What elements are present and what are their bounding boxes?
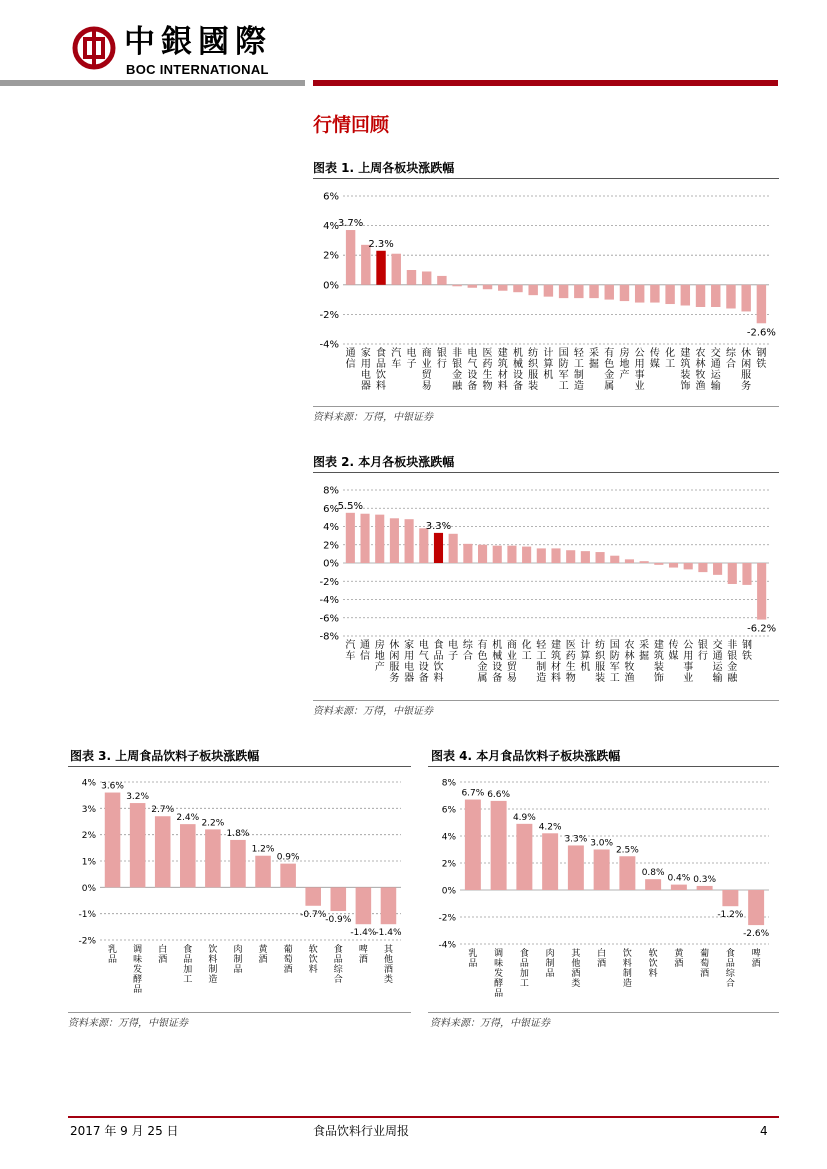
y-tick-label: 8% <box>323 485 339 497</box>
bar <box>392 254 401 285</box>
x-tick-label: 采掘 <box>639 640 650 662</box>
bar <box>493 546 502 563</box>
data-label: 0.8% <box>641 868 665 879</box>
bar <box>331 887 347 911</box>
bar <box>376 251 385 285</box>
bar <box>757 285 766 323</box>
x-tick-label: 有色金属 <box>477 640 488 684</box>
x-tick-label: 交通运输 <box>710 348 721 392</box>
bar <box>180 824 196 887</box>
bar <box>407 270 416 285</box>
y-tick-label: -4% <box>319 339 339 351</box>
bar <box>422 271 431 284</box>
footer-date: 2017 年 9 月 25 日 <box>70 1124 179 1138</box>
x-tick-label: 商业贸易 <box>421 348 432 392</box>
x-tick-label: 调味发酵品 <box>133 945 143 995</box>
bar <box>620 285 629 301</box>
x-tick-label: 软饮料 <box>308 945 318 975</box>
bar <box>610 556 619 563</box>
bar <box>605 285 614 300</box>
figure-1-source-rule <box>313 406 779 407</box>
data-label: 1.8% <box>226 828 250 839</box>
x-tick-label: 机械设备 <box>512 348 523 392</box>
x-tick-label: 建筑材料 <box>497 348 508 392</box>
header-divider-gray <box>0 80 305 86</box>
x-tick-label: 乳品 <box>108 945 118 965</box>
y-tick-label: 2% <box>441 859 456 870</box>
bar <box>130 803 146 887</box>
bar <box>697 886 713 890</box>
bar <box>544 285 553 297</box>
bar <box>463 544 472 563</box>
bar <box>405 519 414 563</box>
bar <box>574 285 583 298</box>
x-tick-label: 乳品 <box>468 949 478 969</box>
y-tick-label: -1% <box>78 910 96 921</box>
y-tick-label: -2% <box>78 936 96 947</box>
x-tick-label: 汽车 <box>391 348 402 370</box>
bar <box>542 833 558 890</box>
bar <box>596 552 605 563</box>
bar <box>741 285 750 312</box>
x-tick-label: 纺织服装 <box>528 348 539 392</box>
x-tick-label: 食品饮料 <box>376 348 387 392</box>
y-tick-label: -8% <box>319 631 339 643</box>
x-tick-label: 白酒 <box>597 949 607 969</box>
x-tick-label: 休闲服务 <box>741 348 752 392</box>
figure-3-title: 图表 3. 上周食品饮料子板块涨跌幅 <box>70 749 260 763</box>
y-tick-label: 1% <box>81 857 96 868</box>
x-tick-label: 计算机 <box>543 348 554 381</box>
x-tick-label: 葡萄酒 <box>283 945 293 975</box>
figure-4-source: 资料来源：万得，中银证券 <box>430 1018 550 1029</box>
x-tick-label: 综合 <box>462 640 473 662</box>
x-tick-label: 电子 <box>448 640 459 662</box>
x-tick-label: 食品综合 <box>725 949 735 989</box>
bar <box>698 563 707 572</box>
x-tick-label: 公用事业 <box>634 348 645 392</box>
bar <box>105 793 121 888</box>
data-label: 3.7% <box>337 218 364 230</box>
x-tick-label: 通信 <box>345 348 356 370</box>
x-tick-label: 银行 <box>697 640 708 662</box>
bar <box>434 533 443 563</box>
bar <box>650 285 659 303</box>
bar <box>537 548 546 563</box>
chart-2 <box>313 474 779 700</box>
data-label: 2.2% <box>201 818 225 829</box>
x-tick-label: 建筑材料 <box>551 640 561 684</box>
x-tick-label: 啤酒 <box>751 949 761 969</box>
figure-1-rule <box>313 178 779 179</box>
data-label: 0.3% <box>693 874 717 885</box>
data-label: -0.9% <box>325 915 352 926</box>
x-tick-label: 化工 <box>521 640 532 662</box>
y-tick-label: 4% <box>81 778 96 789</box>
footer-rule <box>68 1116 779 1118</box>
data-label: -0.7% <box>300 909 327 920</box>
x-tick-label: 食品综合 <box>333 945 343 985</box>
data-label: 3.0% <box>590 838 614 849</box>
bar <box>498 285 507 291</box>
bar <box>669 563 678 568</box>
x-tick-label: 国防军工 <box>609 640 620 684</box>
data-label: -1.4% <box>375 928 402 939</box>
x-tick-label: 国防军工 <box>558 348 569 392</box>
data-label: 2.7% <box>151 805 175 816</box>
section-title: 行情回顾 <box>313 114 390 136</box>
bar <box>346 230 355 285</box>
data-label: 2.3% <box>368 238 394 250</box>
bar <box>452 285 461 286</box>
y-tick-label: 2% <box>81 831 96 842</box>
x-tick-label: 纺织服装 <box>595 640 606 684</box>
x-tick-label: 医药生物 <box>482 348 493 392</box>
bar <box>635 285 644 303</box>
y-tick-label: 8% <box>441 778 456 789</box>
data-label: -6.2% <box>747 623 777 635</box>
bar <box>449 534 458 563</box>
x-tick-label: 农林牧渔 <box>624 640 635 684</box>
x-tick-label: 非银金融 <box>452 348 463 392</box>
bar <box>346 513 355 563</box>
bar <box>684 563 693 569</box>
bar <box>589 285 598 298</box>
x-tick-label: 调味发酵品 <box>494 949 504 999</box>
x-tick-label: 家用电器 <box>404 640 415 684</box>
x-tick-label: 房地产 <box>374 640 385 673</box>
bar <box>757 563 766 620</box>
bar <box>280 864 296 888</box>
x-tick-label: 银行 <box>436 348 447 370</box>
bar <box>728 563 737 584</box>
data-label: 5.5% <box>337 500 364 512</box>
figure-2-title: 图表 2. 本月各板块涨跌幅 <box>313 455 455 469</box>
bar <box>513 285 522 292</box>
x-tick-label: 化工 <box>665 348 676 370</box>
x-tick-label: 有色金属 <box>604 348 615 392</box>
bar <box>696 285 705 307</box>
bar <box>478 545 487 563</box>
bar <box>528 285 537 295</box>
x-tick-label: 其他酒类 <box>383 945 393 985</box>
y-tick-label: 4% <box>323 522 339 533</box>
y-tick-label: 0% <box>441 886 456 897</box>
bar <box>566 550 575 563</box>
x-tick-label: 休闲服务 <box>389 640 400 684</box>
x-tick-label: 食品饮料 <box>433 640 444 684</box>
x-tick-label: 食品加工 <box>519 949 529 989</box>
x-tick-label: 电子 <box>406 348 417 370</box>
bar <box>619 856 635 890</box>
bar <box>468 285 477 288</box>
bar <box>255 856 271 888</box>
bar <box>381 887 397 924</box>
x-tick-label: 商业贸易 <box>506 640 517 684</box>
bar <box>390 518 399 563</box>
y-tick-label: -6% <box>319 613 339 625</box>
x-tick-label: 房地产 <box>619 348 630 381</box>
brand-name-cn: 中銀國際 <box>124 24 272 60</box>
bar <box>581 551 590 563</box>
x-tick-label: 钢铁 <box>756 348 767 370</box>
data-label: 3.6% <box>101 781 124 792</box>
x-tick-label: 家用电器 <box>360 348 371 392</box>
figure-3-source-rule <box>68 1012 411 1013</box>
x-tick-label: 钢铁 <box>741 640 752 662</box>
data-label: 4.2% <box>538 822 562 833</box>
x-tick-label: 饮料制造 <box>208 945 218 985</box>
x-tick-label: 电气设备 <box>467 348 478 392</box>
bar <box>713 563 722 575</box>
bar <box>551 548 560 563</box>
x-tick-label: 电气设备 <box>418 640 429 684</box>
data-label: 3.3% <box>425 520 452 532</box>
y-tick-label: 0% <box>323 558 339 570</box>
boc-logo-icon <box>72 26 116 70</box>
x-tick-label: 通信 <box>360 640 371 662</box>
figure-4-title: 图表 4. 本月食品饮料子板块涨跌幅 <box>431 749 621 763</box>
footer-page-number: 4 <box>760 1124 768 1138</box>
x-tick-label: 机械设备 <box>492 640 503 684</box>
x-tick-label: 肉制品 <box>233 945 243 975</box>
data-label: 2.4% <box>176 813 200 824</box>
x-tick-label: 软饮料 <box>648 949 658 979</box>
y-tick-label: 4% <box>441 832 456 843</box>
data-label: -1.4% <box>350 928 377 939</box>
x-tick-label: 医药生物 <box>565 640 576 684</box>
x-tick-label: 黄酒 <box>258 945 268 965</box>
brand-name-en: BOC INTERNATIONAL <box>126 62 269 77</box>
y-tick-label: 2% <box>323 250 339 262</box>
bar <box>726 285 735 309</box>
x-tick-label: 其他酒类 <box>571 949 581 989</box>
bar <box>522 547 531 563</box>
chart-3 <box>68 768 411 1012</box>
data-label: 6.6% <box>487 789 511 800</box>
y-tick-label: -2% <box>319 576 339 588</box>
x-tick-label: 轻工制造 <box>536 640 547 684</box>
bar <box>594 850 610 891</box>
bar <box>491 801 507 890</box>
bar <box>742 563 751 585</box>
x-tick-label: 采掘 <box>589 348 600 370</box>
bar <box>559 285 568 298</box>
chart-4 <box>428 768 779 1012</box>
y-tick-label: 2% <box>323 540 339 552</box>
data-label: -1.2% <box>717 910 744 921</box>
bar <box>625 559 634 563</box>
x-tick-label: 黄酒 <box>674 949 684 969</box>
bar <box>230 840 246 887</box>
bar <box>645 879 661 890</box>
figure-3-source: 资料来源：万得，中银证券 <box>68 1018 188 1029</box>
bar <box>654 563 663 565</box>
y-tick-label: 6% <box>441 805 456 816</box>
bar <box>681 285 690 306</box>
bar <box>483 285 492 289</box>
bar <box>375 515 384 563</box>
y-tick-label: -2% <box>438 913 456 924</box>
bar <box>360 514 369 563</box>
bar <box>665 285 674 304</box>
data-label: 0.4% <box>667 873 691 884</box>
bar <box>361 245 370 285</box>
x-tick-label: 计算机 <box>580 640 591 673</box>
y-tick-label: -2% <box>319 309 339 321</box>
bar <box>437 276 446 285</box>
figure-2-rule <box>313 472 779 473</box>
figure-2-source: 资料来源：万得，中银证券 <box>313 706 433 717</box>
x-tick-label: 汽车 <box>345 640 356 662</box>
x-tick-label: 传媒 <box>649 348 660 370</box>
data-label: 1.2% <box>251 844 275 855</box>
footer-report-name: 食品饮料行业周报 <box>313 1124 410 1138</box>
header-divider-red <box>313 80 778 86</box>
figure-1-source: 资料来源：万得，中银证券 <box>313 412 433 423</box>
x-tick-label: 啤酒 <box>358 945 368 965</box>
bar <box>748 890 764 925</box>
figure-4-source-rule <box>428 1012 779 1013</box>
x-tick-label: 建筑装饰 <box>653 640 664 684</box>
x-tick-label: 综合 <box>725 348 736 370</box>
bar <box>305 887 321 905</box>
data-label: 2.5% <box>615 845 639 856</box>
bar <box>205 829 221 887</box>
figure-4-rule <box>428 766 779 767</box>
data-label: 6.7% <box>461 788 485 799</box>
figure-1-title: 图表 1. 上周各板块涨跌幅 <box>313 161 455 175</box>
bar <box>155 816 171 887</box>
chart-1 <box>313 180 779 406</box>
bar <box>671 885 687 890</box>
data-label: -2.6% <box>743 929 770 940</box>
data-label: 0.9% <box>276 852 300 863</box>
bar <box>516 824 532 890</box>
y-tick-label: -4% <box>319 595 339 606</box>
y-tick-label: 4% <box>323 221 339 233</box>
x-tick-label: 食品加工 <box>183 945 193 985</box>
x-tick-label: 传媒 <box>668 640 679 662</box>
data-label: 3.3% <box>564 834 588 845</box>
x-tick-label: 饮料制造 <box>622 949 632 989</box>
y-tick-label: 6% <box>323 191 339 203</box>
bar <box>419 528 428 563</box>
y-tick-label: 0% <box>323 280 339 292</box>
x-tick-label: 非银金融 <box>727 640 738 684</box>
bar <box>640 561 649 563</box>
data-label: 4.9% <box>512 812 536 823</box>
y-tick-label: 0% <box>81 883 96 894</box>
figure-3-rule <box>68 766 411 767</box>
y-tick-label: 3% <box>81 804 96 815</box>
bar <box>711 285 720 307</box>
x-tick-label: 农林牧渔 <box>695 348 706 392</box>
bar <box>465 800 481 890</box>
data-label: -2.6% <box>746 327 776 339</box>
y-tick-label: -4% <box>438 940 456 951</box>
x-tick-label: 交通运输 <box>712 640 723 684</box>
bar <box>568 845 584 890</box>
x-tick-label: 肉制品 <box>545 949 555 979</box>
x-tick-label: 建筑装饰 <box>680 348 691 392</box>
figure-2-source-rule <box>313 700 779 701</box>
x-tick-label: 白酒 <box>158 945 168 965</box>
x-tick-label: 葡萄酒 <box>700 949 710 979</box>
x-tick-label: 公用事业 <box>683 640 694 684</box>
y-tick-label: 6% <box>323 503 339 515</box>
data-label: 3.2% <box>126 792 150 803</box>
bar <box>356 887 372 924</box>
x-tick-label: 轻工制造 <box>573 348 584 392</box>
bar <box>507 546 516 563</box>
bar <box>722 890 738 906</box>
